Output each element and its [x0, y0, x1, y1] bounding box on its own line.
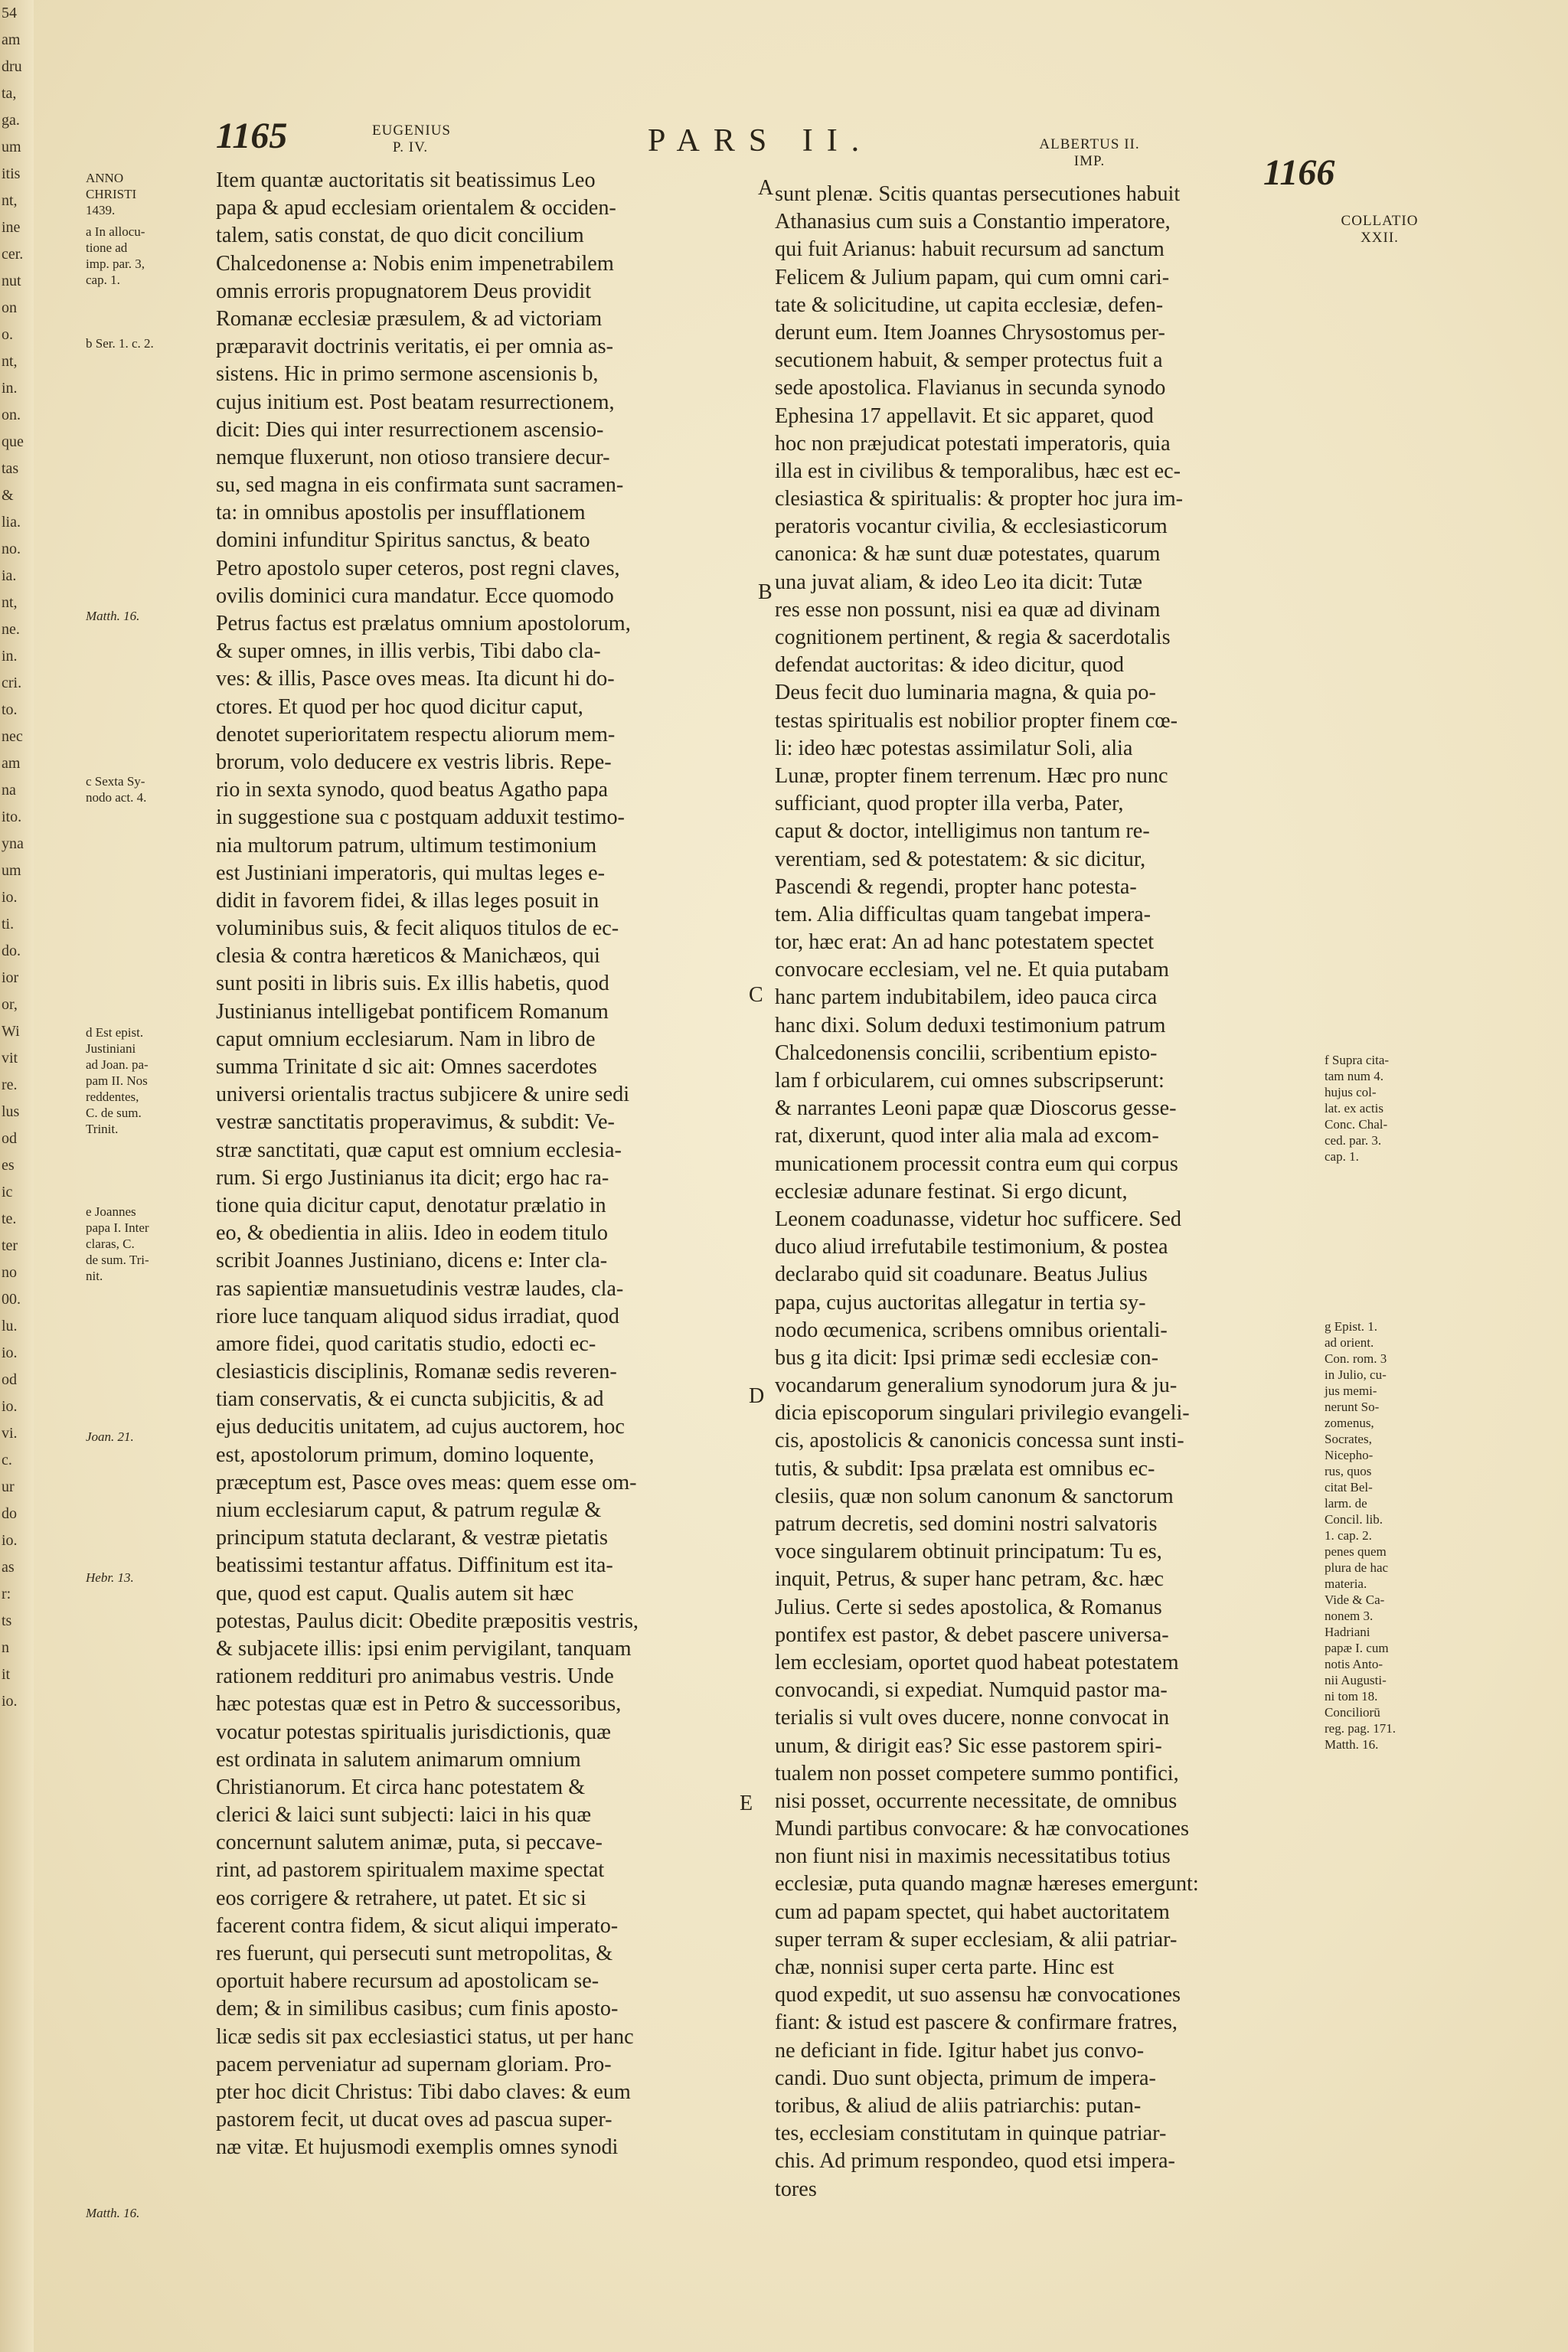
margin-note: d Est epist. Justiniani ad Joan. pa- pam II. Nos reddentes, C. de sum. Trinit.: [86, 1025, 149, 1136]
text-line: verentiam, sed & potestatem: & sic dicitur,: [775, 847, 1146, 871]
gutter-fragment: que: [2, 433, 24, 450]
text-line: potestas, Paulus dicit: Obedite præpositis vestris,: [216, 1609, 639, 1633]
text-line: caput & doctor, intelligimus non tantum re-: [775, 819, 1150, 844]
page-title: PARS II.: [648, 123, 874, 158]
text-line: dicit: Dies qui inter resurrectionem ascensio-: [216, 417, 604, 442]
text-line: omnis erroris propugnatorem Deus providit: [216, 279, 592, 303]
text-line: hæc potestas quæ est in Petro & successoribus,: [216, 1692, 622, 1717]
gutter-fragment: io.: [2, 1532, 18, 1549]
gutter-fragment: 54: [2, 5, 17, 21]
text-line: tor, hæc erat: An ad hanc potestatem spectet: [775, 930, 1155, 955]
text-line: Christianorum. Et circa hanc potestatem &: [216, 1775, 586, 1799]
text-line: clesiis, quæ non solum canonum & sanctorum: [775, 1484, 1174, 1508]
gutter-fragment: nt,: [2, 192, 18, 209]
gutter-fragment: na: [2, 782, 16, 799]
gutter-fragment: in.: [2, 648, 18, 665]
text-line: amore fidei, quod caritatis studio, edocti ec-: [216, 1331, 596, 1356]
text-line: chis. Ad primum respondeo, quod etsi impera-: [775, 2149, 1175, 2174]
text-line: tes, ecclesiam constitutam in quinque patriar-: [775, 2122, 1167, 2146]
text-line: ctores. Et quod per hoc quod dicitur caput,: [216, 694, 583, 719]
margin-note: c Sexta Sy- nodo act. 4.: [86, 774, 147, 805]
gutter-fragment: yna: [2, 835, 24, 852]
text-line: riore luce tanquam aliquod sidus irradiat, quod: [216, 1304, 619, 1328]
gutter-fragment: or,: [2, 996, 18, 1013]
gutter-fragment: ior: [2, 969, 19, 986]
gutter-fragment: tas: [2, 460, 19, 477]
text-line: lem ecclesiam, oportet quod habeat potestatem: [775, 1650, 1179, 1674]
gutter-fragment: ito.: [2, 808, 22, 825]
gutter-fragment: o.: [2, 326, 13, 343]
text-line: defendat auctoritas: & ideo dicitur, quod: [775, 653, 1124, 678]
text-line: brorum, volo deducere ex vestris libris. Repe-: [216, 750, 612, 774]
text-line: patrum decretis, sed domini nostri salvatoris: [775, 1512, 1158, 1536]
text-line: rum. Si ergo Justinianus ita dicit; ergo hac ra-: [216, 1165, 609, 1190]
text-line: tem. Alia difficultas quam tangebat impera-: [775, 902, 1152, 926]
text-line: Chalcedonensis concilii, scribentium episto-: [775, 1040, 1158, 1065]
text-line: scribit Joannes Justiniano, dicens e: Inter cla-: [216, 1249, 608, 1273]
text-line: caput omnium ecclesiarum. Nam in libro de: [216, 1027, 596, 1051]
gutter-fragment: on.: [2, 407, 21, 423]
text-line: rationem reddituri pro animabus vestris. Unde: [216, 1664, 614, 1689]
text-line: terialis si vult oves ducere, nonne convocat in: [775, 1706, 1170, 1730]
margin-note: g Epist. 1. ad orient. Con. rom. 3 in Julio, cu- jus memi- nerunt So- zomenus, Socrates, Nicepho- rus, quos citat Bel- larm. de Concil. lib. 1. cap. 2. penes quem plura de hac materia. Vide & Ca- nonem 3. Hadriani papæ I. cum notis Anto- nii Augusti- ni tom 18. Conciliorū reg. pag. 171. Matth. 16.: [1325, 1319, 1396, 1752]
text-line: beatissimi testantur affatus. Diffinitum est ita-: [216, 1553, 613, 1578]
text-line: cujus initium est. Post beatam resurrectionem,: [216, 390, 615, 414]
gutter-fragment: no.: [2, 541, 21, 557]
text-line: & subjacete illis: ipsi enim pervigilant, tanquam: [216, 1636, 632, 1661]
text-line: derunt eum. Item Joannes Chrysostomus per-: [775, 320, 1165, 345]
text-line: pacem perveniatur ad supernam gloriam. Pro-: [216, 2052, 612, 2076]
text-line: tate & solicitudine, ut capita ecclesiæ, defen-: [775, 292, 1164, 317]
margin-note: ANNO CHRISTI 1439.: [86, 171, 137, 217]
text-line: præparavit doctrinis veritatis, ei per omnia as-: [216, 335, 613, 359]
text-line: pastorem fecit, ut ducat oves ad pascua super-: [216, 2108, 612, 2132]
gutter-fragment: as: [2, 1559, 15, 1576]
text-line: sede apostolica. Flavianus in secunda synodo: [775, 376, 1166, 400]
text-line: super terram & super ecclesiam, & alii patriar-: [775, 1927, 1178, 1952]
text-line: qui fuit Arianus: habuit recursum ad sanctum: [775, 237, 1165, 262]
text-line: oportuit habere recursum ad apostolicam se-: [216, 1969, 599, 1994]
gutter-fragment: do.: [2, 942, 21, 959]
text-line: Petrus factus est prælatus omnium apostolorum,: [216, 612, 631, 635]
text-line: Lunæ, propter finem terrenum. Hæc pro nunc: [775, 763, 1168, 788]
text-line: Pascendi & regendi, propter hanc potesta-: [775, 874, 1137, 899]
gutter-fragment: um: [2, 139, 21, 155]
margin-note: Joan. 21.: [86, 1429, 134, 1444]
text-line: municationem processit contra eum qui corpus: [775, 1152, 1178, 1176]
text-line: una juvat aliam, & ideo Leo ita dicit: Tutæ: [775, 570, 1142, 594]
text-line: rint, ad pastorem spiritualem maxime spectat: [216, 1858, 605, 1883]
gutter-fragment: ta,: [2, 85, 17, 102]
text-line: chæ, nonnisi super certa parte. Hinc est: [775, 1955, 1115, 1979]
text-line: vocandarum generalium synodorum jura & ju-: [775, 1374, 1178, 1398]
text-line: papa, cujus auctoritas allegatur in tertia sy-: [775, 1290, 1146, 1315]
text-line: peratoris vocantur civilia, & ecclesiasticorum: [775, 514, 1168, 539]
right-page-number: 1166: [1263, 152, 1335, 193]
text-line: clesiastica & spiritualis: & propter hoc jura im-: [775, 487, 1184, 511]
text-line: principum statuta declarant, & vestræ pietatis: [216, 1526, 608, 1550]
text-line: que, quod est caput. Qualis autem sit hæc: [216, 1581, 574, 1606]
text-line: pontifex est pastor, & debet pascere universa-: [775, 1622, 1169, 1647]
text-line: & narrantes Leoni papæ quæ Dioscorus gesse-: [775, 1096, 1177, 1121]
text-line: tione quia dicitur caput, denotatur prælatio in: [216, 1193, 606, 1217]
right-margin: [1325, 0, 1447, 2352]
section-letter: D: [749, 1384, 765, 1408]
text-line: unum, & dirigit eas? Sic esse pastorem spiri-: [775, 1733, 1162, 1758]
gutter-fragment: io.: [2, 889, 18, 906]
text-line: dem; & in similibus casibus; cum finis aposto-: [216, 1997, 619, 2021]
gutter-fragment: to.: [2, 701, 18, 718]
section-letter: B: [758, 580, 773, 604]
text-line: rat, dixerunt, quod inter alia mala ad excom-: [775, 1124, 1159, 1148]
gutter-fragment: cer.: [2, 246, 24, 263]
gutter-fragment: itis: [2, 165, 21, 182]
text-line: nium ecclesiarum caput, & patrum regulæ &: [216, 1498, 602, 1522]
gutter-fragment: ic: [2, 1184, 13, 1200]
text-line: tualem non posset competere summo pontifici,: [775, 1761, 1179, 1785]
gutter-fragment: lu.: [2, 1318, 18, 1334]
text-line: clesiasticis disciplinis, Romanæ sedis reveren-: [216, 1360, 617, 1384]
text-line: non fiunt nisi in maximis necessitatibus totius: [775, 1844, 1171, 1869]
section-letter: C: [749, 983, 763, 1007]
gutter-fragment: nt,: [2, 353, 18, 370]
text-line: summa Trinitate d sic ait: Omnes sacerdotes: [216, 1055, 597, 1079]
text-line: tiam conservatis, & ei cuncta subjicitis, & ad: [216, 1387, 604, 1412]
text-line: duco aliud irrefutabile testimonium, & postea: [775, 1235, 1168, 1259]
text-line: Chalcedonense a: Nobis enim impenetrabilem: [216, 251, 614, 276]
collatio-label: COLLATIO XXII.: [1341, 213, 1419, 246]
gutter-fragment: te.: [2, 1210, 17, 1227]
text-line: Romanæ ecclesiæ præsulem, & ad victoriam: [216, 306, 603, 331]
text-line: papa & apud ecclesiam orientalem & occiden-: [216, 196, 616, 220]
gutter-fragment: ia.: [2, 567, 17, 584]
text-line: sufficiant, quod propter illa verba, Pater,: [775, 792, 1124, 816]
text-line: vocatur potestas spiritualis jurisdictionis, quæ: [216, 1720, 611, 1744]
gutter-fragment: nut: [2, 273, 21, 289]
text-line: hoc non præjudicat potestati imperatoris, quia: [775, 431, 1171, 456]
text-line: convocare ecclesiam, vel ne. Et quia putabam: [775, 958, 1169, 982]
right-text-column: [775, 181, 1317, 2203]
text-line: declarabo quid sit coadunare. Beatus Julius: [775, 1263, 1148, 1287]
text-line: didit in favorem fidei, & illas leges posuit in: [216, 888, 599, 913]
gutter-fragment: n: [2, 1639, 9, 1656]
text-line: Felicem & Julium papam, qui cum omni cari-: [775, 265, 1170, 289]
gutter-fragment: um: [2, 862, 21, 879]
text-line: pter hoc dicit Christus: Tibi dabo claves: & eum: [216, 2079, 631, 2104]
text-line: est, apostolorum primum, domino loquente,: [216, 1442, 595, 1467]
text-line: licæ sedis sit pax ecclesiastici status, ut per hanc: [216, 2024, 634, 2049]
text-line: ne deficiant in fide. Igitur habet jus convo-: [775, 2038, 1145, 2063]
text-line: Julius. Certe si sedes apostolica, & Romanus: [775, 1595, 1162, 1619]
text-line: hanc partem indubitabilem, ideo pauca circa: [775, 985, 1158, 1010]
text-line: li: ideo hæc potestas assimilatur Soli, alia: [775, 736, 1133, 760]
gutter-fragment: vit: [2, 1050, 18, 1067]
text-line: voce singularem obtinuit principatum: Tu es,: [775, 1540, 1162, 1564]
text-line: candi. Duo sunt objecta, primum de impera-: [775, 2066, 1156, 2090]
gutter-fragment: lus: [2, 1103, 20, 1120]
text-line: Mundi partibus convocare: & hæ convocationes: [775, 1817, 1189, 1841]
text-line: concernunt salutem animæ, puta, si peccave-: [216, 1831, 603, 1855]
gutter-fragment: ga.: [2, 112, 20, 129]
gutter-fragment: od: [2, 1371, 17, 1388]
text-line: rio in sexta synodo, quod beatus Agatho papa: [216, 778, 608, 802]
gutter-fragment: on: [2, 299, 17, 316]
gutter-fragment: re.: [2, 1076, 18, 1093]
gutter-fragment: in.: [2, 380, 18, 397]
gutter-fragment: am: [2, 31, 21, 48]
text-line: Ephesina 17 appellavit. Et sic apparet, quod: [775, 403, 1154, 428]
gutter-fragment: es: [2, 1157, 15, 1174]
text-line: denotet superioritatem respectu aliorum mem-: [216, 722, 616, 746]
text-line: Athanasius cum suis a Constantio imperatore,: [775, 210, 1171, 234]
gutter-fragment: it: [2, 1666, 11, 1683]
text-line: testas spiritualis est nobilior propter finem cœ-: [775, 708, 1178, 733]
text-line: sistens. Hic in primo sermone ascensionis b,: [216, 362, 599, 387]
text-line: cognitionem pertinent, & regia & sacerdotalis: [775, 626, 1171, 649]
text-line: clesia & contra hæreticos & Manichæos, qui: [216, 944, 600, 969]
text-line: nemque fluxerunt, non otioso transiere decur-: [216, 445, 610, 469]
text-line: toribus, & aliud de aliis patriarchis: putan-: [775, 2093, 1142, 2118]
text-line: inquit, Petrus, & super hanc petram, &c. hæc: [775, 1567, 1165, 1592]
text-line: ecclesiæ adunare festinat. Si ergo dicunt,: [775, 1179, 1128, 1204]
text-line: ta: in omnibus apostolis per insufflationem: [216, 501, 586, 525]
margin-note: b Ser. 1. c. 2.: [86, 336, 154, 351]
text-line: bus g ita dicit: Ipsi primæ sedi ecclesiæ con-: [775, 1345, 1159, 1370]
text-line: est Justiniani imperatoris, qui multas leges e-: [216, 861, 606, 885]
gutter-fragment: dru: [2, 58, 22, 75]
text-line: talem, satis constat, de quo dicit concilium: [216, 224, 584, 248]
gutter-fragment: vi.: [2, 1425, 18, 1442]
text-line: in suggestione sua c postquam adduxit testimo-: [216, 805, 625, 830]
text-line: Deus fecit duo luminaria magna, & quia po-: [775, 681, 1156, 705]
section-letter: E: [740, 1792, 753, 1815]
gutter-fragment: &: [2, 487, 14, 504]
text-line: voluminibus suis, & fecit aliquos titulos de ec-: [216, 916, 619, 941]
text-line: stræ sanctitati, quæ caput est omnium ecclesia-: [216, 1138, 622, 1162]
text-line: eo, & obedientia in aliis. Ideo in eodem titulo: [216, 1221, 608, 1246]
text-line: sunt plenæ. Scitis quantas persecutiones habuit: [775, 182, 1181, 206]
text-line: dicia episcoporum singulari privilegio evangeli-: [775, 1401, 1190, 1426]
text-line: clerici & laici sunt subjecti: laici in his quæ: [216, 1803, 592, 1828]
gutter-fragment: lia.: [2, 514, 21, 531]
margin-note: a In allocu- tione ad imp. par. 3, cap. 1.: [86, 224, 145, 287]
gutter-fragment: 00.: [2, 1291, 21, 1308]
text-line: ves: & illis, Pasce oves meas. Ita dicunt hi do-: [216, 667, 615, 691]
text-line: Petro apostolo super ceteros, post regni claves,: [216, 556, 620, 580]
text-line: res fuerunt, qui persecuti sunt metropolitas, &: [216, 1942, 613, 1965]
text-line: vestræ sanctitatis properavimus, & subdit: Ve-: [216, 1110, 615, 1135]
gutter-fragment: od: [2, 1130, 17, 1147]
text-line: cum ad papam spectet, qui habet auctoritatem: [775, 1900, 1170, 1924]
text-line: ejus deducitis unitatem, ad cujus auctorem, hoc: [216, 1415, 625, 1439]
text-line: facerent contra fidem, & sicut aliqui imperato-: [216, 1913, 619, 1938]
text-line: universi orientalis tractus subjicere & unire sedi: [216, 1083, 630, 1107]
text-line: ovilis dominici cura mandatur. Ecce quomodo: [216, 583, 614, 608]
margin-note: Matth. 16.: [86, 2206, 140, 2220]
text-line: nisi posset, occurrente necessitate, de omnibus: [775, 1788, 1178, 1813]
text-line: secutionem habuit, & semper protectus fuit a: [775, 348, 1163, 373]
left-page-number: 1165: [216, 116, 288, 156]
section-letter: A: [758, 176, 774, 200]
margin-note: e Joannes papa I. Inter claras, C. de sum. Tri- nit.: [86, 1204, 149, 1283]
text-line: quod expedit, ut suo assensu hæ convocationes: [775, 1983, 1181, 2007]
text-line: tutis, & subdit: Ipsa prælata est omnibus ec-: [775, 1456, 1155, 1481]
text-line: fiant: & istud est pascere & confirmare fratres,: [775, 2011, 1178, 2035]
text-line: ecclesiæ, puta quando magnæ hæreses emergunt:: [775, 1872, 1199, 1896]
gutter-fragment: ts: [2, 1612, 12, 1629]
text-line: Item quantæ auctoritatis sit beatissimus Leo: [216, 168, 596, 192]
text-line: Justinianus intelligebat pontificem Romanum: [216, 999, 609, 1024]
left-text-column: [216, 167, 752, 2162]
right-running-head: ALBERTUS II. IMP.: [1039, 136, 1140, 169]
text-line: & super omnes, in illis verbis, Tibi dabo cla-: [216, 639, 601, 664]
margin-note: f Supra cita- tam num 4. hujus col- lat. ex actis Conc. Chal- ced. par. 3. cap. 1.: [1325, 1053, 1390, 1164]
text-line: nia multorum patrum, ultimum testimonium: [216, 833, 597, 858]
gutter-fragment: nec: [2, 728, 23, 745]
text-line: convocandi, si expediat. Numquid pastor ma-: [775, 1678, 1168, 1703]
text-line: illa est in civilibus & temporalibus, hæc est ec-: [775, 459, 1181, 483]
text-line: Leonem coadunasse, videtur hoc sufficere. Sed: [775, 1207, 1181, 1231]
text-line: sunt positi in libris suis. Ex illis habetis, quod: [216, 972, 609, 996]
text-line: ras sapientiæ mansuetudinis vestræ laudes, cla-: [216, 1276, 624, 1301]
margin-note: Matth. 16.: [86, 609, 140, 623]
text-line: res esse non possunt, nisi ea quæ ad divinam: [775, 597, 1161, 622]
gutter-fragment: ine: [2, 219, 21, 236]
text-line: domini infunditur Spiritus sanctus, & beato: [216, 528, 590, 553]
gutter-fragment: c.: [2, 1452, 12, 1468]
text-line: hanc dixi. Solum deduxi testimonium patrum: [775, 1013, 1166, 1037]
gutter-fragment: cri.: [2, 675, 22, 691]
text-line: præceptum est, Pasce oves meas: quem esse om-: [216, 1470, 637, 1494]
gutter-fragment: do: [2, 1505, 17, 1522]
gutter-fragment: ur: [2, 1478, 15, 1495]
gutter-fragment: am: [2, 755, 21, 772]
gutter-fragment: io.: [2, 1344, 18, 1361]
adjacent-page-edge: [0, 0, 34, 2352]
text-line: cis, apostolicis & canonicis concessa sunt insti-: [775, 1429, 1184, 1453]
text-line: tores: [775, 2177, 817, 2201]
gutter-fragment: io.: [2, 1693, 18, 1710]
gutter-fragment: r:: [2, 1586, 11, 1602]
text-line: est ordinata in salutem animarum omnium: [216, 1747, 581, 1772]
gutter-fragment: ter: [2, 1237, 18, 1254]
gutter-fragment: ne.: [2, 621, 20, 638]
text-line: næ vitæ. Et hujusmodi exemplis omnes synodi: [216, 2135, 619, 2160]
text-line: canonica: & hæ sunt duæ potestates, quarum: [775, 542, 1161, 567]
gutter-fragment: io.: [2, 1398, 18, 1415]
gutter-fragment: nt,: [2, 594, 18, 611]
text-line: su, sed magna in eis confirmata sunt sacramen-: [216, 473, 624, 498]
gutter-fragment: ti.: [2, 916, 15, 933]
gutter-fragment: Wi: [2, 1023, 20, 1040]
text-line: lam f orbicularem, cui omnes subscripserunt:: [775, 1069, 1165, 1093]
gutter-fragment: no: [2, 1264, 17, 1281]
left-running-head: EUGENIUS P. IV.: [372, 122, 451, 155]
text-line: eos corrigere & retrahere, ut patet. Et sic si: [216, 1886, 586, 1910]
margin-note: Hebr. 13.: [86, 1570, 134, 1585]
left-margin: [86, 0, 208, 2352]
text-line: nodo œcumenica, scribens omnibus orientali-: [775, 1318, 1168, 1342]
